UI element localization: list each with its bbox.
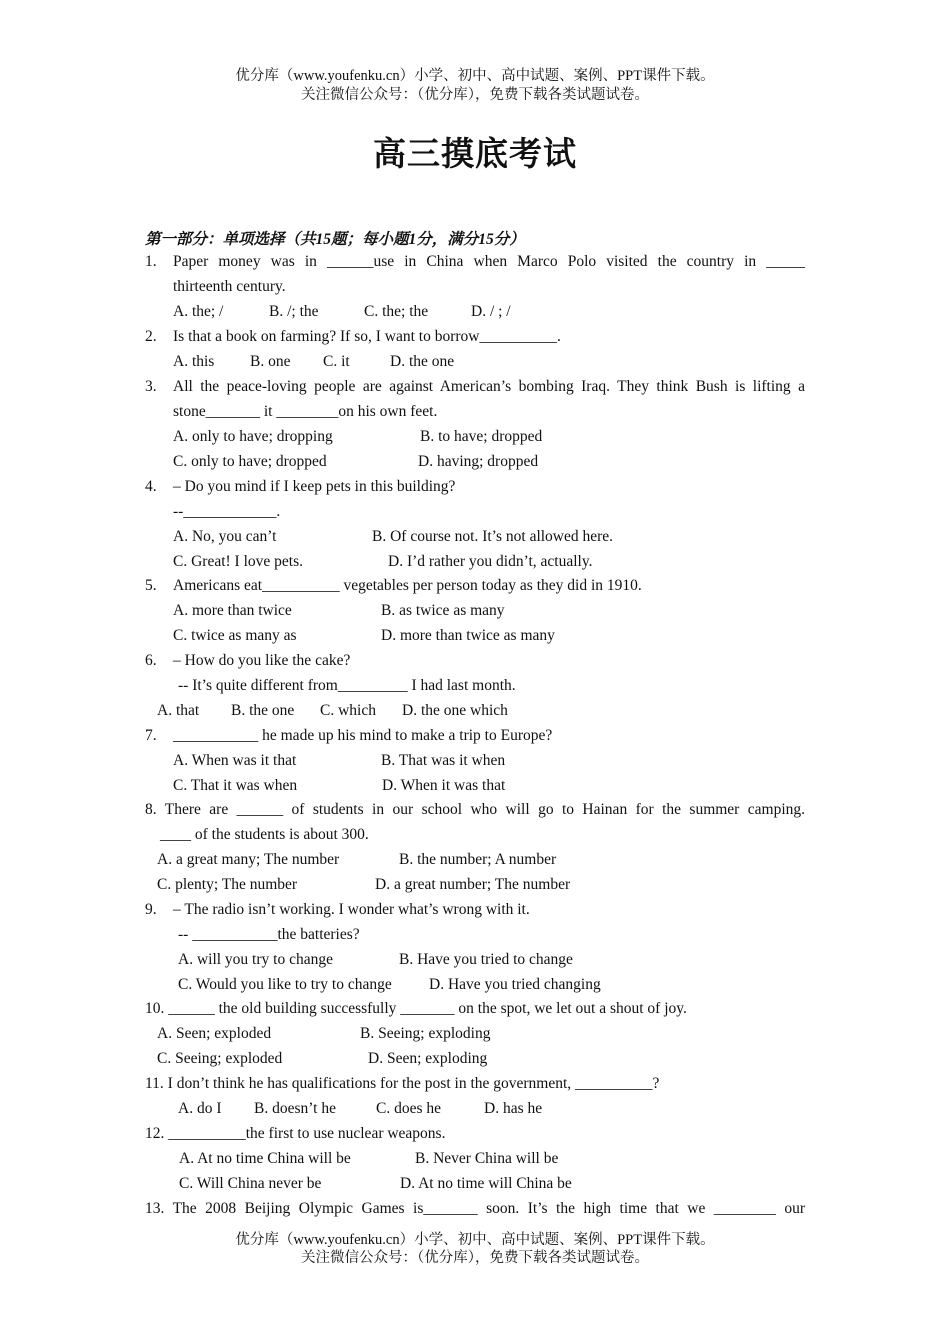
q7-option-d: D. When it was that — [382, 777, 506, 794]
q7-option-c: C. That it was when — [173, 777, 298, 794]
section-heading: 第一部分：单项选择（共15题；每小题1分，满分15分） — [145, 231, 525, 248]
q5-option-d: D. more than twice as many — [381, 627, 555, 644]
q6-option-c: C. which — [320, 702, 376, 719]
q11-option-c: C. does he — [376, 1100, 442, 1117]
q9-option-d: D. Have you tried changing — [429, 976, 601, 993]
q13-stem-line-1: 13. The 2008 Beijing Olympic Games is_______ soon. It’s the high time that we ________ our — [145, 1200, 805, 1217]
q9-option-b: B. Have you tried to change — [399, 951, 573, 968]
q3-option-a: A. only to have; dropping — [173, 428, 333, 445]
q2-number: 2. — [145, 328, 157, 345]
q2-option-b: B. one — [250, 353, 291, 370]
q8-option-b: B. the number; A number — [399, 851, 557, 868]
q1-option-b: B. /; the — [269, 303, 319, 320]
q12-stem: 12. __________the first to use nuclear weapons. — [145, 1125, 446, 1142]
q6-option-a: A. that — [157, 702, 200, 719]
q6-stem-line-1: – How do you like the cake? — [173, 652, 351, 669]
q9-stem-line-1: – The radio isn’t working. I wonder what’s wrong with it. — [173, 901, 530, 918]
q7-number: 7. — [145, 727, 157, 744]
q3-option-b: B. to have; dropped — [420, 428, 543, 445]
q4-stem-line-1: – Do you mind if I keep pets in this building? — [173, 478, 456, 495]
q3-stem-line-2: stone_______ it ________on his own feet. — [173, 403, 438, 420]
q4-option-a: A. No, you can’t — [173, 528, 277, 545]
q1-stem-line-1: Paper money was in ______use in China when Marco Polo visited the country in _____ — [173, 253, 805, 270]
q2-stem: Is that a book on farming? If so, I want to borrow__________. — [173, 328, 561, 345]
q11-option-d: D. has he — [484, 1100, 543, 1117]
q11-option-a: A. do I — [178, 1100, 222, 1117]
q1-number: 1. — [145, 253, 157, 270]
q6-stem-line-2: -- It’s quite different from_________ I had last month. — [178, 677, 516, 694]
q6-option-d: D. the one which — [402, 702, 508, 719]
q5-stem: Americans eat__________ vegetables per person today as they did in 1910. — [173, 577, 642, 594]
q1-option-a: A. the; / — [173, 303, 224, 320]
q12-option-a: A. At no time China will be — [179, 1150, 351, 1167]
q5-option-c: C. twice as many as — [173, 627, 297, 644]
q4-stem-line-2: --____________. — [173, 503, 281, 520]
q10-option-a: A. Seen; exploded — [157, 1025, 272, 1042]
q1-option-c: C. the; the — [364, 303, 429, 320]
page-title: 高三摸底考试 — [373, 137, 577, 173]
q2-option-c: C. it — [323, 353, 350, 370]
q4-option-c: C. Great! I love pets. — [173, 553, 303, 570]
footer-line-2: 关注微信公众号：（优分库），免费下载各类试题试卷。 — [301, 1250, 649, 1266]
q3-option-d: D. having; dropped — [418, 453, 539, 470]
q9-option-c: C. Would you like to try to change — [178, 976, 392, 993]
q7-stem: ___________ he made up his mind to make a trip to Europe? — [173, 727, 553, 744]
q9-number: 9. — [145, 901, 157, 918]
header-line-2: 关注微信公众号：（优分库），免费下载各类试题试卷。 — [301, 87, 649, 103]
q4-number: 4. — [145, 478, 157, 495]
q12-option-c: C. Will China never be — [179, 1175, 322, 1192]
q9-stem-line-2: -- ___________the batteries? — [178, 926, 360, 943]
q8-option-a: A. a great many; The number — [157, 851, 340, 868]
q3-number: 3. — [145, 378, 157, 395]
q10-option-d: D. Seen; exploding — [368, 1050, 488, 1067]
q10-option-b: B. Seeing; exploding — [360, 1025, 491, 1042]
q7-option-b: B. That was it when — [381, 752, 506, 769]
q5-option-b: B. as twice as many — [381, 602, 505, 619]
q4-option-d: D. I’d rather you didn’t, actually. — [388, 553, 593, 570]
q2-option-a: A. this — [173, 353, 215, 370]
q1-stem-line-2: thirteenth century. — [173, 278, 286, 295]
q7-option-a: A. When was it that — [173, 752, 297, 769]
q10-stem: 10. ______ the old building successfully _______ on the spot, we let out a shout of joy. — [145, 1000, 687, 1017]
q2-option-d: D. the one — [390, 353, 455, 370]
q6-option-b: B. the one — [231, 702, 295, 719]
q9-option-a: A. will you try to change — [178, 951, 333, 968]
q10-option-c: C. Seeing; exploded — [157, 1050, 283, 1067]
q11-stem: 11. I don’t think he has qualifications for the post in the government, __________? — [145, 1075, 660, 1092]
q8-stem-line-1: 8. There are ______ of students in our school who will go to Hainan for the summer camping. — [145, 801, 805, 818]
q1-option-d: D. / ; / — [471, 303, 511, 320]
q5-number: 5. — [145, 577, 157, 594]
q11-option-b: B. doesn’t he — [254, 1100, 336, 1117]
q6-number: 6. — [145, 652, 157, 669]
q12-option-d: D. At no time will China be — [400, 1175, 572, 1192]
q4-option-b: B. Of course not. It’s not allowed here. — [372, 528, 614, 545]
q3-stem-line-1: All the peace-loving people are against American’s bombing Iraq. They think Bush is lifting a — [173, 378, 805, 395]
header-line-1: 优分库（www.youfenku.cn）小学、初中、高中试题、案例、PPT课件下载。 — [235, 68, 715, 84]
q3-option-c: C. only to have; dropped — [173, 453, 327, 470]
q12-option-b: B. Never China will be — [415, 1150, 559, 1167]
q8-option-d: D. a great number; The number — [375, 876, 571, 893]
q5-option-a: A. more than twice — [173, 602, 292, 619]
footer-line-1: 优分库（www.youfenku.cn）小学、初中、高中试题、案例、PPT课件下载。 — [235, 1232, 715, 1248]
q8-stem-line-2: ____ of the students is about 300. — [160, 826, 369, 843]
q8-option-c: C. plenty; The number — [157, 876, 298, 893]
